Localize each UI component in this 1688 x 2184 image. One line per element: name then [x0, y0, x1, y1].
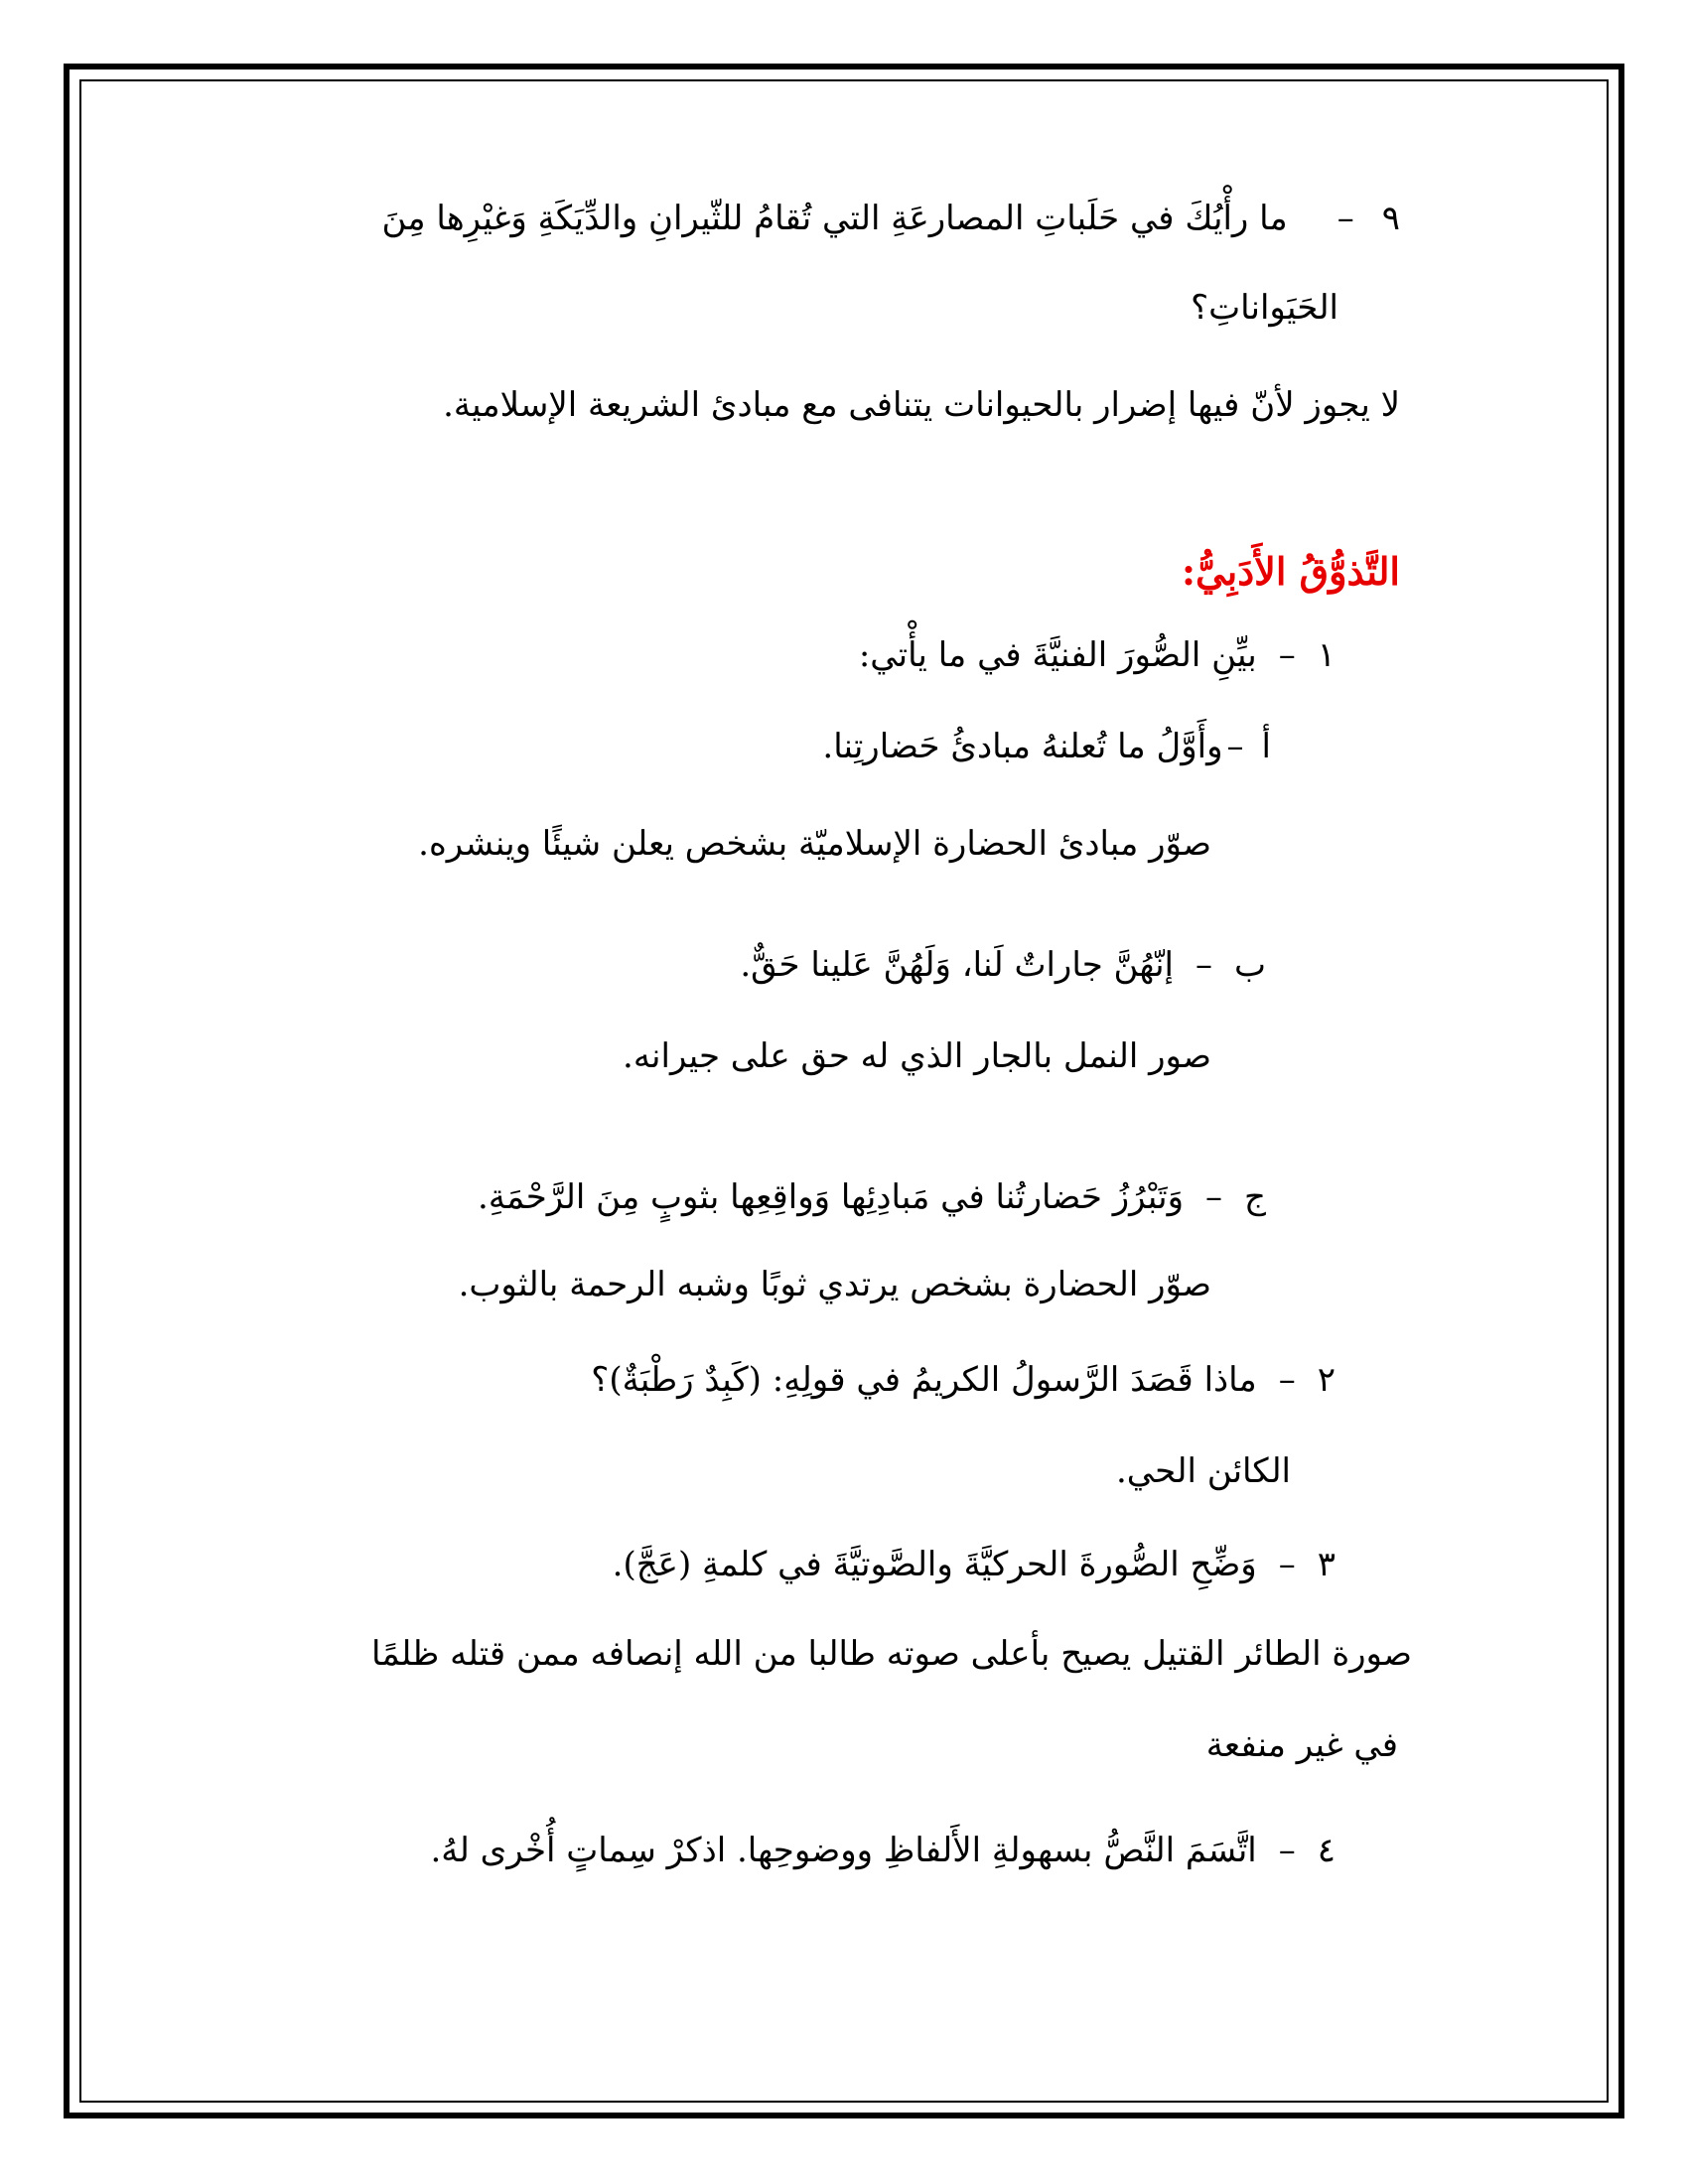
answer-9: لا يجوز لأنّ فيها إضرار بالحيوانات يتنافى مع مبادئ الشريعة الإسلامية. — [443, 385, 1400, 425]
answer-a: صوّر مبادئ الحضارة الإسلاميّة بشخص يعلن شيئًا وينشره. — [418, 824, 1211, 864]
item-letter: أ — [1261, 727, 1271, 766]
item-letter: ج — [1244, 1177, 1266, 1217]
item-dash: – — [1226, 727, 1244, 766]
question-4 — [430, 1821, 1336, 1880]
question-number: ٢ — [1317, 1360, 1336, 1400]
item-a — [822, 717, 1271, 776]
question-number: ١ — [1317, 635, 1336, 675]
question-dash: – — [1278, 1831, 1296, 1870]
answer-3-continued: في غير منفعة — [1205, 1725, 1398, 1765]
question-2 — [591, 1350, 1336, 1410]
question-number: ٤ — [1317, 1831, 1336, 1870]
question-9-continued: الحَيَواناتِ؟ — [1191, 288, 1338, 328]
question-text: بيِّنِ الصُّورَ الفنيَّةَ في ما يأْتي: — [858, 635, 1257, 675]
question-text: ما رأْيُكَ في حَلَباتِ المصارعَةِ التي تُقامُ للثّيرانِ والدِّيَكَةِ وَغيْرِها مِنَ — [381, 199, 1288, 238]
item-text: وأَوَّلُ ما تُعلنهُ مبادئُ حَضارتِنا. — [822, 727, 1223, 766]
item-letter: ب — [1233, 945, 1266, 985]
question-text: اتَّسَمَ النَّصُّ بسهولةِ الأَلفاظِ ووضوحِها. اذكرْ سِماتٍ أُخْرى لهُ. — [430, 1831, 1257, 1870]
answer-c: صوّر الحضارة بشخص يرتدي ثوبًا وشبه الرحمة بالثوب. — [458, 1265, 1211, 1304]
item-c — [478, 1167, 1266, 1227]
question-number: ٩ — [1381, 199, 1400, 238]
answer-b: صور النمل بالجار الذي له حق على جيرانه. — [623, 1036, 1211, 1076]
question-text: وَضِّحِ الصُّورةَ الحركيَّةَ والصَّوتيَّةَ في كلمةِ (عَجَّ). — [612, 1545, 1257, 1584]
item-dash: – — [1195, 945, 1212, 985]
item-dash: – — [1205, 1177, 1223, 1217]
question-number: ٣ — [1317, 1545, 1336, 1584]
question-3 — [613, 1535, 1336, 1594]
answer-3: صورة الطائر القتيل يصيح بأعلى صوته طالبا من الله إنصافه ممن قتله ظلمًا — [371, 1634, 1412, 1674]
answer-2: الكائن الحي. — [1116, 1451, 1291, 1491]
item-b — [740, 935, 1266, 995]
question-dash: – — [1278, 635, 1296, 675]
item-text: وَتَبْرُزُ حَضارتُنا في مَبادِئِها وَواقِعِها بثوبٍ مِنَ الرَّحْمَةِ. — [478, 1177, 1185, 1217]
question-9 — [381, 189, 1400, 248]
section-heading: التَّذوُّقُ الأَدَبِيُّ: — [1181, 549, 1400, 594]
item-text: إنّهُنَّ جاراتٌ لَنا، وَلَهُنَّ عَلينا حَقٌّ. — [740, 945, 1174, 985]
question-dash: – — [1336, 199, 1354, 238]
question-dash: – — [1278, 1545, 1296, 1584]
question-text: ماذا قَصَدَ الرَّسولُ الكريمُ في قولِهِ: (كَبِدٌ رَطْبَةٌ)؟ — [591, 1360, 1257, 1400]
question-1 — [859, 625, 1336, 685]
question-dash: – — [1278, 1360, 1296, 1400]
